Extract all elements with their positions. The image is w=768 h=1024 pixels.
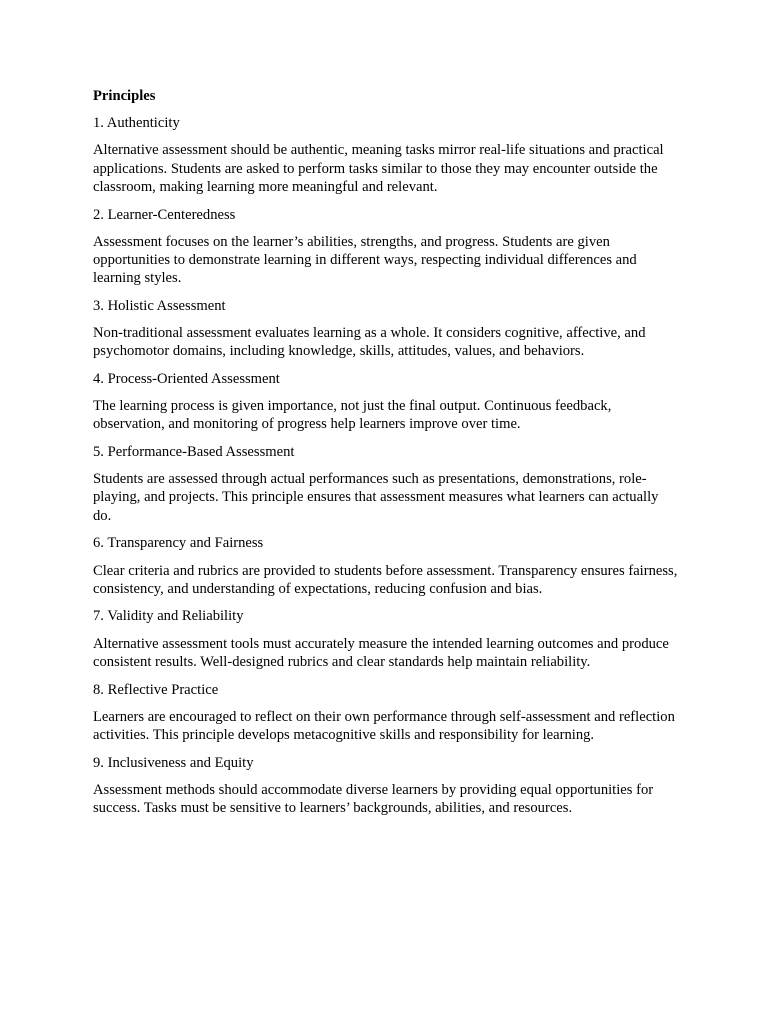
principle-title: 2. Learner-Centeredness bbox=[93, 206, 236, 223]
principle-body: Assessment methods should accommodate diverse learners by providing equal opportunities for success. Tasks must be sensitive to learners’ backgrounds, abilities, and resources. bbox=[93, 781, 654, 817]
principle-title: 3. Holistic Assessment bbox=[93, 297, 226, 314]
principle-body: Students are assessed through actual performances such as presentations, demonstrations, role-playing, and projects. This principle ensures that assessment measures what learners can actually do. bbox=[93, 471, 659, 524]
principle-title: 5. Performance-Based Assessment bbox=[93, 444, 295, 461]
principle-title: 8. Reflective Practice bbox=[93, 681, 219, 698]
principle-title: 1. Authenticity bbox=[93, 115, 180, 132]
principle-body: Clear criteria and rubrics are provided to students before assessment. Transparency ensures fairness, consistency, and understanding of expectations, reducing confusion and bias. bbox=[93, 562, 678, 597]
principle-title: 4. Process-Oriented Assessment bbox=[93, 370, 280, 387]
principle-body: Alternative assessment should be authentic, meaning tasks mirror real-life situations and practical applications. Students are asked to perform tasks similar to those they may encounter outside the classroom, making learning more meaningful and relevant. bbox=[93, 142, 664, 195]
principle-body: Learners are encouraged to reflect on their own performance through self-assessment and reflection activities. This principle develops metacognitive skills and responsibility for learning. bbox=[93, 708, 675, 743]
principle-body: Assessment focuses on the learner’s abilities, strengths, and progress. Students are given opportunities to demonstrate learning in different ways, respecting individual differences and learning styles. bbox=[93, 233, 637, 287]
principle-body: The learning process is given importance, not just the final output. Continuous feedback, observation, and monitoring of progress help learners improve over time. bbox=[93, 398, 612, 433]
principle-title: 7. Validity and Reliability bbox=[93, 608, 244, 625]
principle-body: Alternative assessment tools must accurately measure the intended learning outcomes and produce consistent results. Well-designed rubrics and clear standards help maintain reliability. bbox=[93, 635, 669, 670]
section-heading: Principles bbox=[93, 88, 156, 104]
principle-body: Non-traditional assessment evaluates learning as a whole. It considers cognitive, affective, and psychomotor domains, including knowledge, skills, attitudes, values, and behaviors. bbox=[93, 325, 646, 360]
principle-title: 9. Inclusiveness and Equity bbox=[93, 754, 254, 771]
document-content bbox=[93, 87, 678, 827]
principle-title: 6. Transparency and Fairness bbox=[93, 535, 264, 552]
